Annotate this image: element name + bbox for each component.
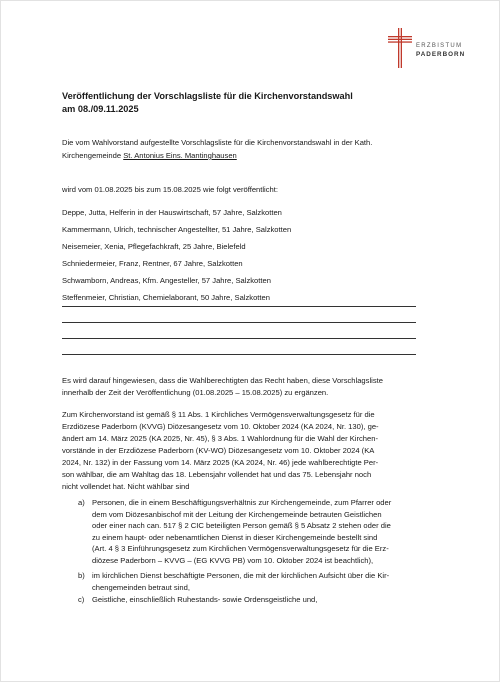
paragraph-line: nicht vollendet hat. Nicht wählbar sind <box>62 482 190 491</box>
cross-icon <box>388 28 412 68</box>
list-marker: b) <box>78 571 85 580</box>
list-line: im kirchlichen Dienst beschäftigte Personen, die mit der kirchlichen Aufsicht über die Kir- <box>92 571 390 580</box>
logo-line1: ERZBISTUM <box>416 43 463 49</box>
list-line: Personen, die in einem Beschäftigungsverhältnis zur Kirchengemeinde, zum Pfarrer oder <box>92 498 392 507</box>
candidate-item: Neisemeier, Xenia, Pflegefachkraft, 25 Jahre, Bielefeld <box>62 242 246 251</box>
candidate-item: Schniedermeier, Franz, Rentner, 67 Jahre, Salzkotten <box>62 259 243 268</box>
blank-line <box>62 338 416 339</box>
candidate-item: Steffenmeier, Christian, Chemielaborant, 50 Jahre, Salzkotten <box>62 293 270 302</box>
paragraph-line: 2024, Nr. 132) in der Fassung vom 14. März 2025 (KA 2024, Nr. 46) jede wahlberechtigte Per- <box>62 458 379 467</box>
title-line: Veröffentlichung der Vorschlagsliste für die Kirchenvorstandswahl <box>62 91 353 101</box>
intro-prefix: Kirchengemeinde <box>62 151 124 160</box>
paragraph-line: Erzdiözese Paderborn (KVVG) Diözesangesetz vom 10. Oktober 2024 (KA 2024, Nr. 130), ge- <box>62 422 379 431</box>
list-line: diözese Paderborn – KVVG – (EG KVVG PB) vom 10. Oktober 2024 ist beachtlich), <box>92 555 374 565</box>
title-line: am 08./09.11.2025 <box>62 104 139 114</box>
list-line: zu einem haupt- oder nebenamtlichen Dienst in dieser Kirchengemeinde bestellt sind <box>92 532 378 542</box>
paragraph-line: ändert am 14. März 2025 (KA 2025, Nr. 45), § 3 Abs. 1 Wahlordnung für die Wahl der Kirchen- <box>62 434 379 443</box>
candidate-item: Deppe, Jutta, Helferin in der Hauswirtschaft, 57 Jahre, Salzkotten <box>62 208 282 217</box>
notice-line: innerhalb der Zeit der Veröffentlichung (01.08.2025 – 15.08.2025) zu ergänzen. <box>62 388 329 397</box>
document-title <box>62 90 353 116</box>
paragraph-line: Zum Kirchenvorstand ist gemäß § 11 Abs. 1 Kirchliches Vermögensverwaltungsgesetz für die <box>62 410 375 419</box>
notice-line: Es wird darauf hingewiesen, dass die Wahlberechtigten das Recht haben, diese Vorschlagsliste <box>62 376 383 385</box>
publication-period: wird vom 01.08.2025 bis zum 15.08.2025 wie folgt veröffentlicht: <box>62 185 278 194</box>
candidate-item: Kammermann, Ulrich, technischer Angestellter, 51 Jahre, Salzkotten <box>62 225 292 234</box>
blank-line <box>62 354 416 355</box>
archdiocese-logo <box>388 28 492 68</box>
list-line: oder einer nach can. 517 § 2 CIC beteiligten Person gemäß § 5 Absatz 2 stehen oder die <box>92 521 391 530</box>
paragraph-line: vorstände in der Erzdiözese Paderborn (KV-WO) Diözesangesetz vom 10. Oktober 2024 (KA <box>62 446 375 455</box>
list-line: (Art. 4 § 3 Einführungsgesetz zum Kirchlichen Vermögensverwaltungsgesetz für die Erz- <box>92 544 389 553</box>
intro-line: Die vom Wahlvorstand aufgestellte Vorschlagsliste für die Kirchenvorstandswahl in der Kath. <box>62 138 373 147</box>
blank-line <box>62 306 416 307</box>
logo-line2: PADERBORN <box>416 51 466 58</box>
list-item-body <box>92 570 389 593</box>
intro-line <box>62 150 237 162</box>
list-line: chengemeinden betraut sind, <box>92 582 190 592</box>
list-item-body <box>92 497 391 566</box>
parish-name: St. Antonius Eins. Mantinghausen <box>123 151 237 160</box>
list-line: dem vom Diözesanbischof mit der Leitung der Kirchengemeinde betrauten Geistlichen <box>92 509 382 519</box>
list-marker: a) <box>78 498 85 507</box>
list-item-body <box>92 594 317 606</box>
list-marker: c) <box>78 595 85 604</box>
candidate-item: Schwamborn, Andreas, Kfm. Angesteller, 57 Jahre, Salzkotten <box>62 276 271 285</box>
list-line: Geistliche, einschließlich Ruhestands- sowie Ordensgeistliche und, <box>92 595 318 604</box>
paragraph-line: son wählbar, die am Wahltag das 18. Lebensjahr vollendet hat und das 75. Lebensjahr noch <box>62 470 372 479</box>
blank-line <box>62 322 416 323</box>
